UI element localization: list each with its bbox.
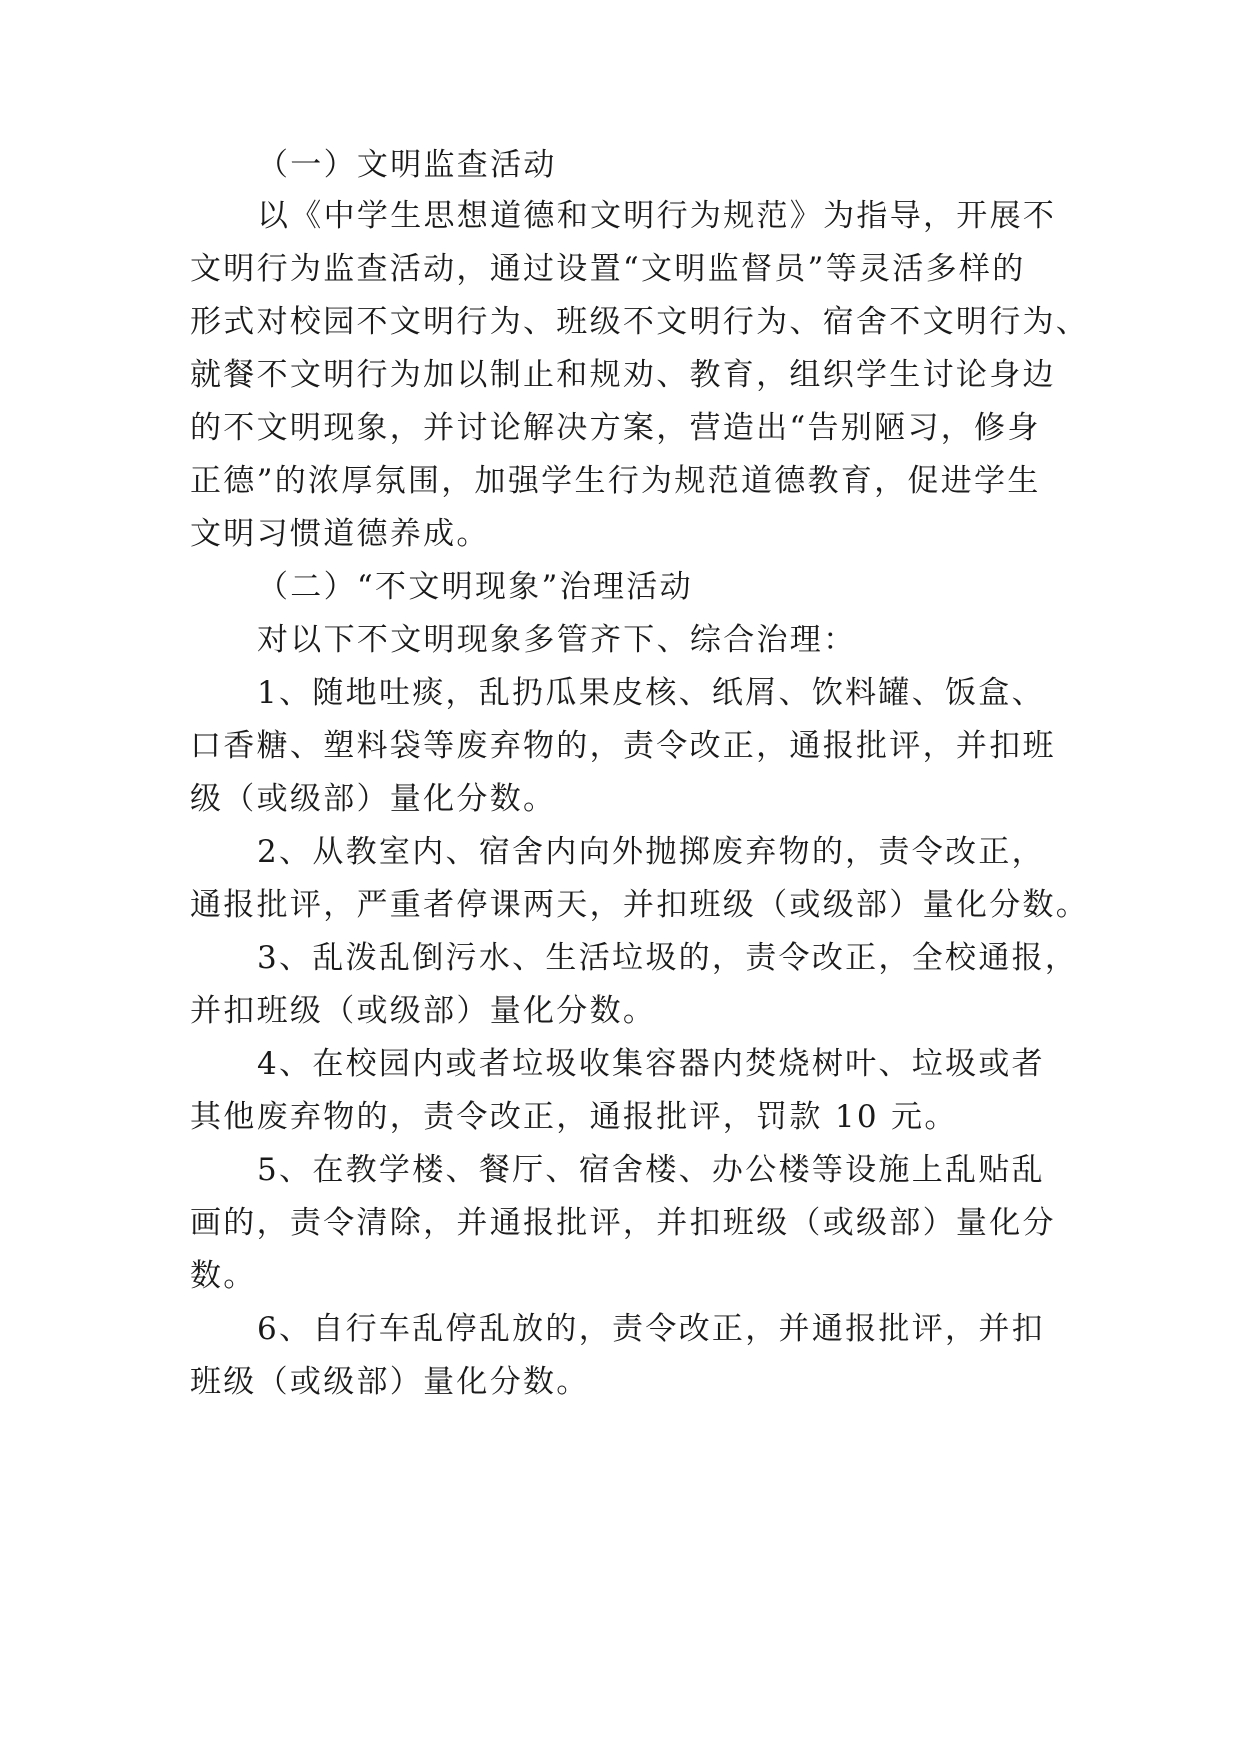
- paragraph-line: 正德”的浓厚氛围，加强学生行为规范道德教育，促进学生: [190, 463, 1041, 499]
- list-item-4-line: 其他废弃物的，责令改正，通报批评，罚款 10 元。: [190, 1099, 958, 1135]
- list-item-2-line: 通报批评，严重者停课两天，并扣班级（或级部）量化分数。: [190, 887, 1090, 923]
- list-item-3-line: 3、乱泼乱倒污水、生活垃圾的，责令改正，全校通报，: [257, 940, 1079, 976]
- list-item-1-line: 口香糖、塑料袋等废弃物的，责令改正，通报批评，并扣班: [190, 728, 1056, 764]
- paragraph-line: 以《中学生思想道德和文明行为规范》为指导，开展不: [257, 198, 1057, 234]
- list-item-5-line: 5、在教学楼、餐厅、宿舍楼、办公楼等设施上乱贴乱: [257, 1152, 1045, 1188]
- section-heading-uncivilized-governance: （二）“不文明现象”治理活动: [257, 569, 693, 605]
- list-item-4-line: 4、在校园内或者垃圾收集容器内焚烧树叶、垃圾或者: [257, 1046, 1045, 1082]
- section-heading-civilized-inspection: （一）文明监查活动: [257, 147, 557, 183]
- list-item-3-line: 并扣班级（或级部）量化分数。: [190, 993, 657, 1029]
- paragraph-line: 文明行为监查活动，通过设置“文明监督员”等灵活多样的: [190, 251, 1026, 287]
- paragraph-line: 就餐不文明行为加以制止和规劝、教育，组织学生讨论身边: [190, 357, 1056, 393]
- list-item-2-line: 2、从教室内、宿舍内向外抛掷废弃物的，责令改正，: [257, 834, 1045, 870]
- list-item-5-line: 数。: [190, 1258, 257, 1294]
- list-item-6-line: 班级（或级部）量化分数。: [190, 1364, 590, 1400]
- list-item-1-line: 1、随地吐痰，乱扔瓜果皮核、纸屑、饮料罐、饭盒、: [257, 675, 1045, 711]
- list-item-1-line: 级（或级部）量化分数。: [190, 781, 557, 817]
- section-intro: 对以下不文明现象多管齐下、综合治理：: [257, 622, 857, 658]
- paragraph-line: 的不文明现象，并讨论解决方案，营造出“告别陋习，修身: [190, 410, 1041, 446]
- list-item-5-line: 画的，责令清除，并通报批评，并扣班级（或级部）量化分: [190, 1205, 1056, 1241]
- paragraph-line: 形式对校园不文明行为、班级不文明行为、宿舍不文明行为、: [190, 304, 1090, 340]
- list-item-6-line: 6、自行车乱停乱放的，责令改正，并通报批评，并扣: [257, 1311, 1045, 1347]
- paragraph-line: 文明习惯道德养成。: [190, 516, 490, 552]
